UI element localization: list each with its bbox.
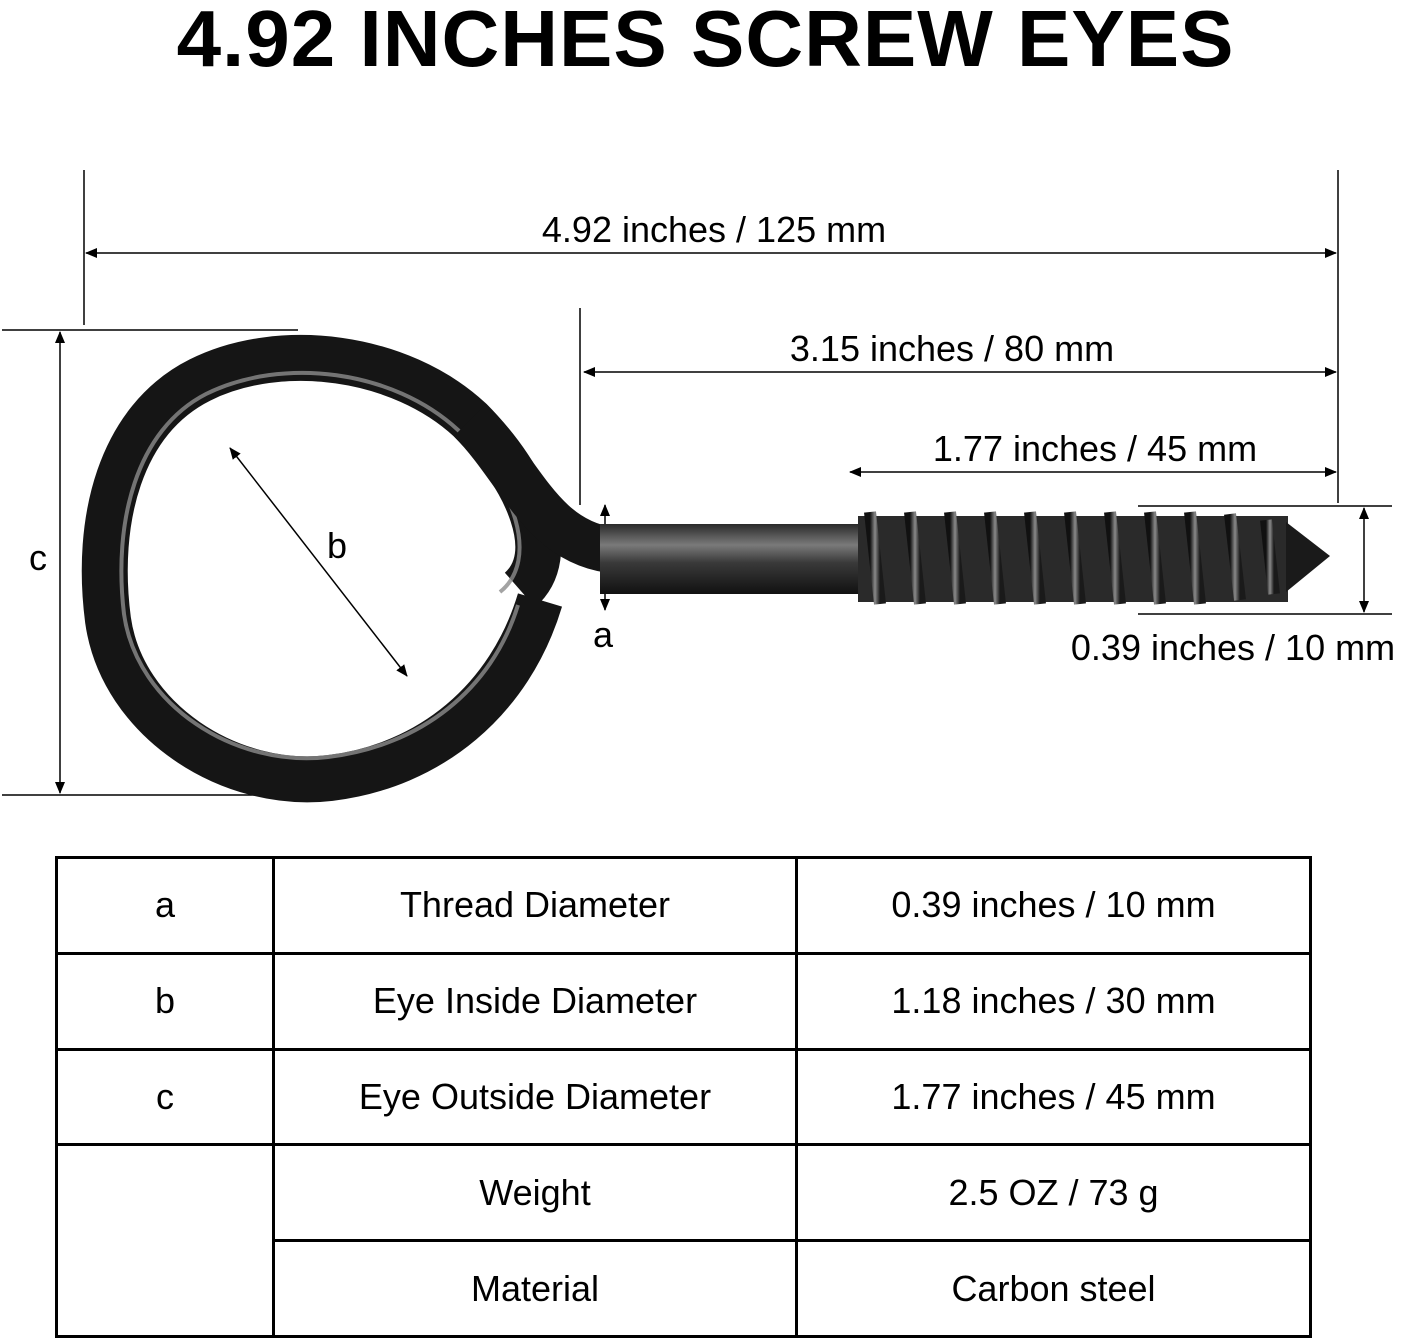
row-name: Weight <box>274 1145 797 1241</box>
row-name: Material <box>274 1241 797 1337</box>
page-title: 4.92 INCHES SCREW EYES <box>176 0 1235 83</box>
shank-length-label: 3.15 inches / 80 mm <box>789 328 1115 369</box>
row-name: Thread Diameter <box>274 858 797 954</box>
table-row <box>57 1049 1311 1145</box>
thread-diameter-label: 0.39 inches / 10 mm <box>1070 627 1396 668</box>
row-name: Eye Inside Diameter <box>274 953 797 1049</box>
label-b: b <box>326 525 348 566</box>
label-a: a <box>592 614 614 655</box>
eye-neck <box>470 420 610 550</box>
row-key: a <box>57 858 274 954</box>
screw-shank <box>600 524 862 594</box>
row-key-empty <box>57 1145 274 1337</box>
label-c: c <box>29 537 47 578</box>
row-key: b <box>57 953 274 1049</box>
row-key: c <box>57 1049 274 1145</box>
row-value: Carbon steel <box>797 1241 1311 1337</box>
row-value: 2.5 OZ / 73 g <box>797 1145 1311 1241</box>
table-row <box>57 953 1311 1049</box>
row-name: Eye Outside Diameter <box>274 1049 797 1145</box>
row-value: 1.18 inches / 30 mm <box>797 953 1311 1049</box>
row-value: 1.77 inches / 45 mm <box>797 1049 1311 1145</box>
table-row <box>57 858 1311 954</box>
specs-table <box>55 856 1312 1338</box>
row-value: 0.39 inches / 10 mm <box>797 858 1311 954</box>
screw-eye-illustration <box>105 358 1330 779</box>
screw-tip <box>1286 522 1330 592</box>
thread-length-label: 1.77 inches / 45 mm <box>932 428 1258 469</box>
overall-length-label: 4.92 inches / 125 mm <box>541 209 887 250</box>
eye-inside-diameter-arrow <box>230 448 407 676</box>
extension-lines <box>2 170 1392 795</box>
table-row <box>57 1145 1311 1241</box>
